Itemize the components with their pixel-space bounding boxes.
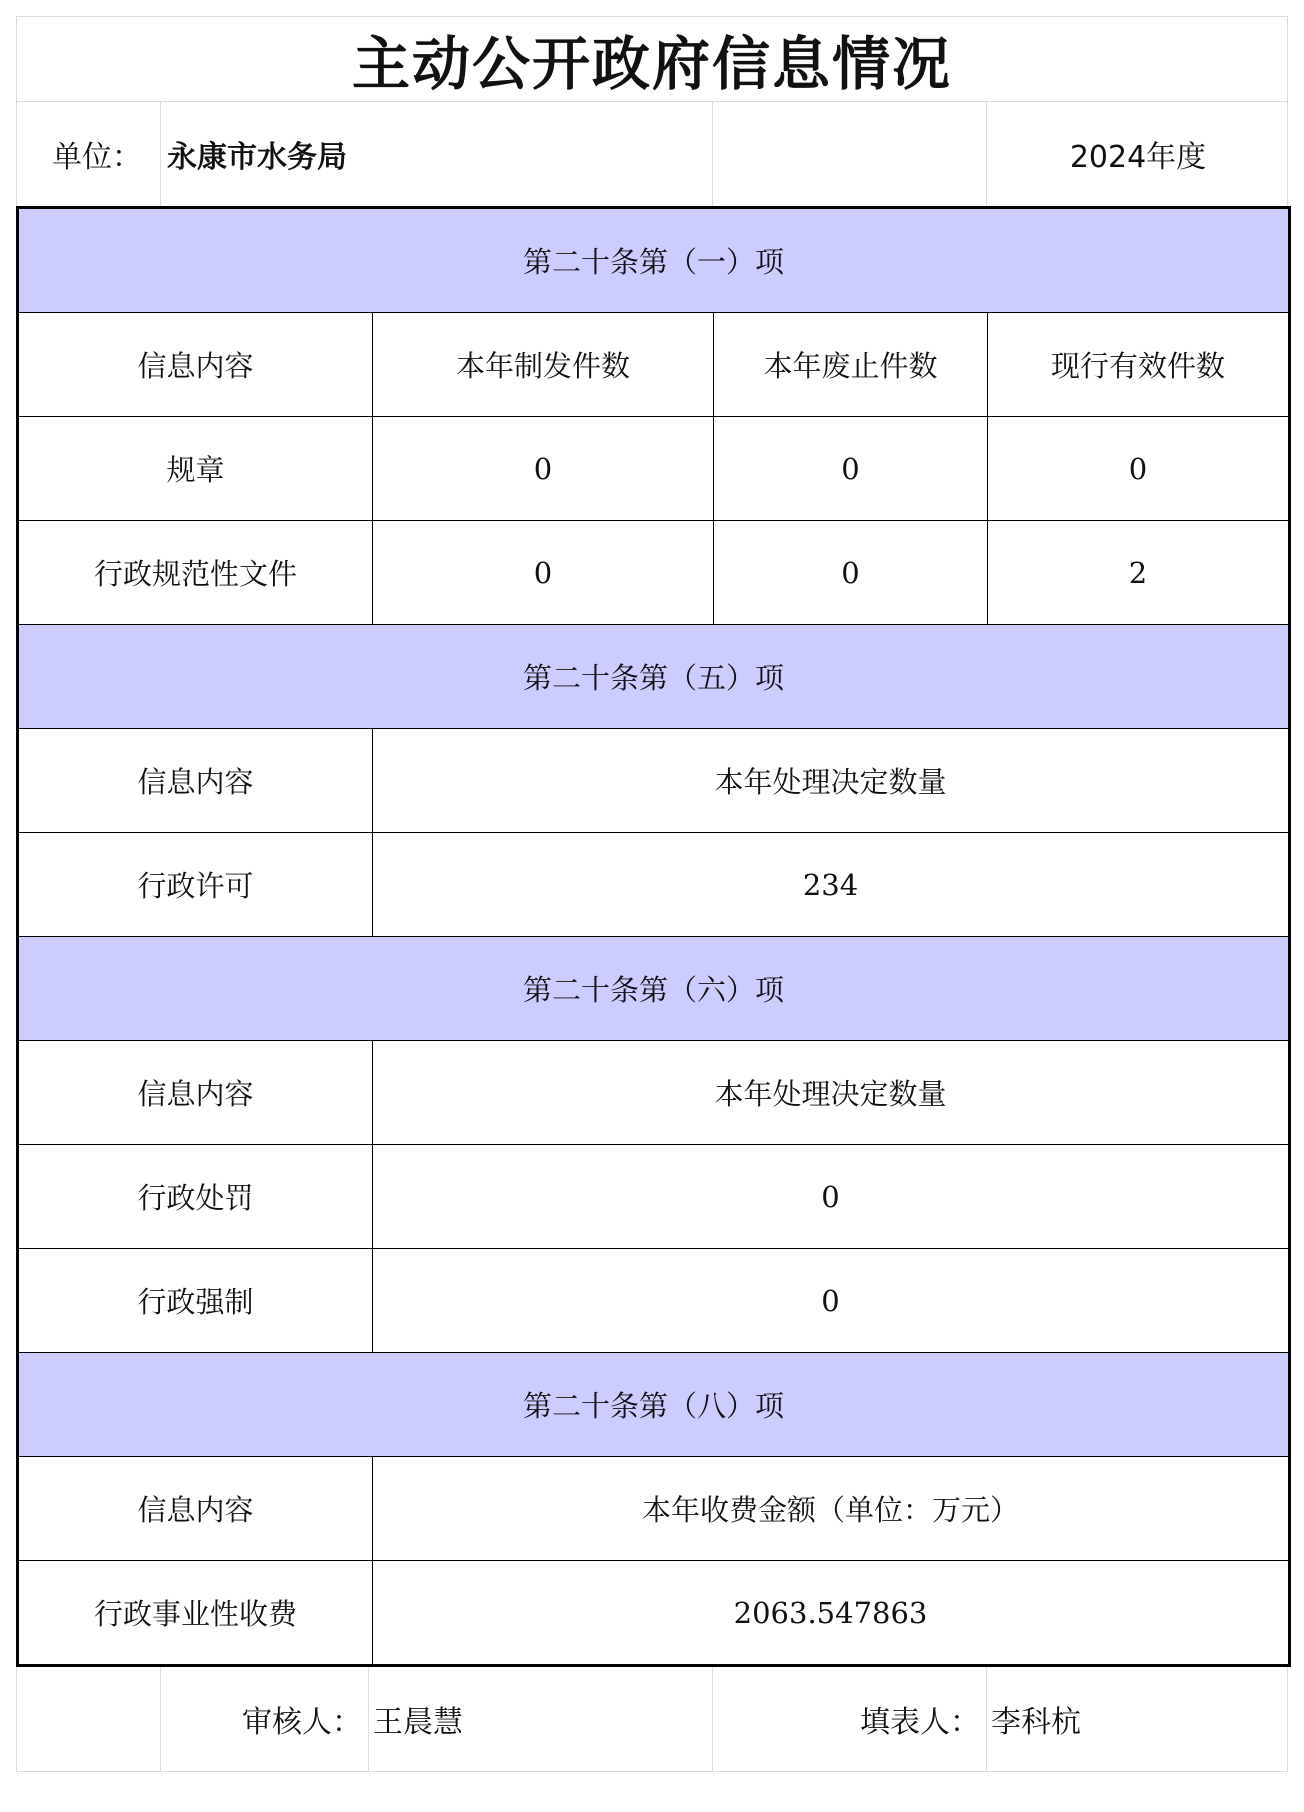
table-header-cell: 信息内容: [18, 1457, 373, 1561]
page-title: 主动公开政府信息情况: [16, 16, 1288, 102]
table-header-cell: 本年废止件数: [714, 313, 988, 417]
unit-label: 单位：: [17, 102, 161, 206]
table-row: [18, 1145, 1290, 1249]
meta-empty-cell: [713, 102, 987, 206]
row-value: 0: [373, 1249, 1290, 1353]
abolished-count: 0: [714, 417, 988, 521]
table-row: [18, 1561, 1290, 1666]
table-header-cell: 信息内容: [18, 1041, 373, 1145]
row-name: 行政规范性文件: [18, 521, 373, 625]
valid-count: 0: [988, 417, 1290, 521]
table-header-cell: 本年处理决定数量: [373, 1041, 1290, 1145]
section-heading-8: 第二十条第（八）项: [18, 1353, 1290, 1457]
table-row: [18, 521, 1290, 625]
table-header-cell: 现行有效件数: [988, 313, 1290, 417]
report-sheet: [16, 16, 1288, 1772]
year-label: 2024年度: [1069, 140, 1207, 175]
footer-row: [16, 1667, 1288, 1772]
section-heading-5: 第二十条第（五）项: [18, 625, 1290, 729]
unit-name: 永康市水务局: [161, 102, 713, 206]
row-name: 行政处罚: [18, 1145, 373, 1249]
row-name: 行政许可: [18, 833, 373, 937]
table-header-cell: 本年收费金额（单位：万元）: [373, 1457, 1290, 1561]
row-value: 234: [373, 833, 1290, 937]
section-heading-1: 第二十条第（一）项: [18, 208, 1290, 313]
table-header-cell: 信息内容: [18, 729, 373, 833]
filler-label: 填表人：: [713, 1667, 987, 1771]
table-row: [18, 1249, 1290, 1353]
table-header-cell: 本年处理决定数量: [373, 729, 1290, 833]
issued-count: 0: [373, 417, 714, 521]
footer-empty-cell: [17, 1667, 161, 1771]
table-header-cell: 信息内容: [18, 313, 373, 417]
issued-count: 0: [373, 521, 714, 625]
filler-name: 李科杭: [991, 1705, 1081, 1740]
reviewer-name: 王晨慧: [369, 1667, 713, 1771]
reviewer-label: 审核人：: [161, 1667, 369, 1771]
table-row: [18, 833, 1290, 937]
row-name: 行政事业性收费: [18, 1561, 373, 1666]
table-header-cell: 本年制发件数: [373, 313, 714, 417]
meta-row: [16, 102, 1288, 206]
row-name: 规章: [18, 417, 373, 521]
row-value: 0: [373, 1145, 1290, 1249]
abolished-count: 0: [714, 521, 988, 625]
section-heading-6: 第二十条第（六）项: [18, 937, 1290, 1041]
info-table: [16, 206, 1291, 1667]
valid-count: 2: [988, 521, 1290, 625]
row-name: 行政强制: [18, 1249, 373, 1353]
row-value: 2063.547863: [373, 1561, 1290, 1666]
table-row: [18, 417, 1290, 521]
